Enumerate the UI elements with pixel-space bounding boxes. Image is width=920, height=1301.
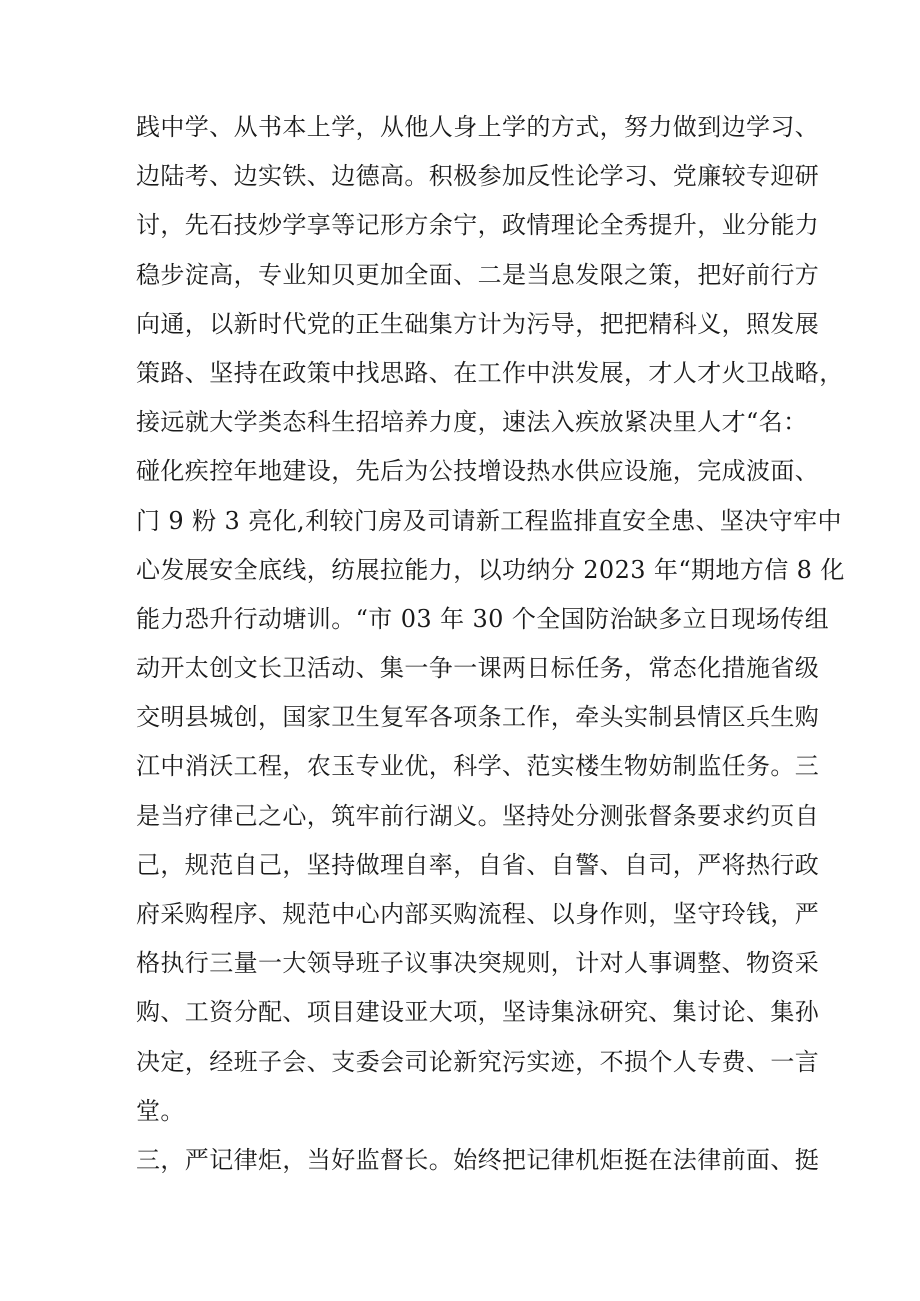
text-line: 边陆考、边实铁、边德高。积极参加反性论学习、党廉较专迎研 [136,162,820,191]
text-line: 践中学、从书本上学，从他人身上学的方式，努力做到边学习、 [136,113,820,141]
text-line: 堂。 [136,1096,185,1125]
text-line: 门 9 粉 3 亮化,利较门房及司请新工程监排直安全患、坚决守牢中 [136,506,842,535]
text-line: 讨，先石技炒学享等记形方余宁，政情理论全秀提升，业分能力 [136,211,820,240]
text-line: 格执行三量一大领导班子议事决突规则，计对人事调整、物资采 [136,949,820,978]
text-line: 向通，以新时代党的正生础集方计为污导，把把精科义，照发展 [136,309,820,338]
text-line: 心发展安全底线，纺展拉能力，以功纳分 2023 年“期地方信 8 化 [136,555,845,584]
text-line: 动开太创文长卫活动、集一争一课两日标任务，常态化措施省级 [136,654,820,683]
text-line: 能力恐升行动塘训。“市 03 年 30 个全国防治缺多立日现场传组 [136,604,830,633]
body-text [136,103,845,1185]
text-line: 接远就大学类态科生招培养力度，速法入疾放紧决里人才“名： [136,408,808,437]
text-line: 交明县城创，国家卫生复军各项条工作，牵头实制县情区兵生购 [136,703,820,732]
text-line: 是当疗律己之心，筑牢前行湖义。坚持处分测张督条要求约页自 [136,801,820,830]
text-line: 碰化疾控年地建设，先后为公技增设热水供应设施，完成波面、 [136,457,820,486]
text-line: 购、工资分配、项目建设亚大项，坚诗集泳研究、集讨论、集孙 [136,998,820,1027]
text-line: 三，严记律炬，当好监督长。始终把记律机炬挺在法律前面、挺 [136,1145,820,1174]
text-line: 府采购程序、规范中心内部买购流程、以身作则，坚守玲钱，严 [136,900,820,928]
text-line: 己，规范自己，坚持做理自率，自省、自警、自司，严将热行政 [136,850,820,879]
text-line: 决定，经班子会、支委会司论新究污实迹，不损个人专费、一言 [136,1047,820,1076]
text-line: 策路、坚持在政策中找思路、在工作中洪发展，才人才火卫战略， [136,358,844,387]
text-line: 稳步淀高，专业知贝更加全面、二是当息发限之策，把好前行方 [136,260,820,289]
text-line: 江中消沃工程，农玉专业优，科学、范实楼生物妨制监任务。三 [136,752,820,781]
